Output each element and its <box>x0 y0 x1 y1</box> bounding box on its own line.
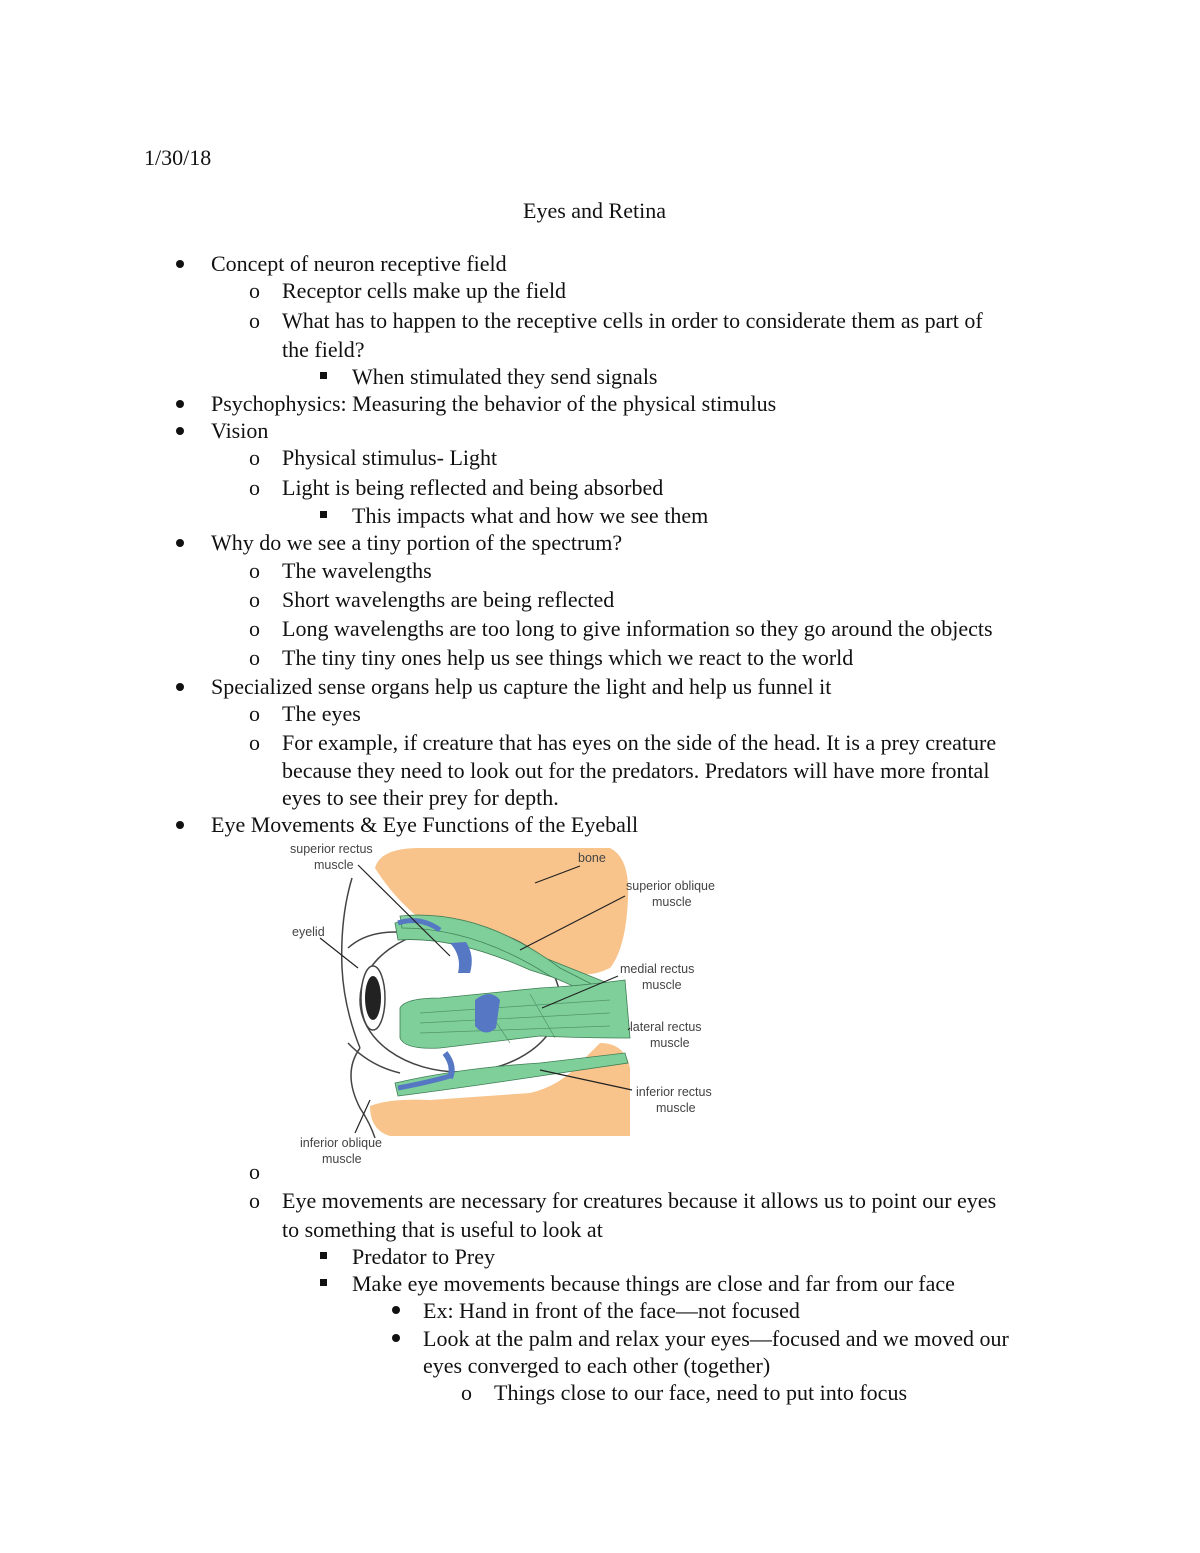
list-item: Light is being reflected and being absorbed <box>282 475 664 500</box>
list-item: Long wavelengths are too long to give information so they go around the objects <box>282 616 993 641</box>
bullet-circle: o <box>249 1159 260 1184</box>
page-title: Eyes and Retina <box>523 198 666 223</box>
list-item-continued: the field? <box>282 337 365 362</box>
list-item: Look at the palm and relax your eyes—focused and we moved our <box>423 1326 1009 1351</box>
bullet-square <box>320 1252 327 1259</box>
list-item: What has to happen to the receptive cells in order to considerate them as part of <box>282 308 983 333</box>
label-lateral-rectus: lateral rectus <box>630 1020 702 1034</box>
list-item: The wavelengths <box>282 558 432 583</box>
label-bone: bone <box>578 851 606 865</box>
bullet-circle: o <box>461 1380 472 1405</box>
bullet-dot <box>176 539 184 547</box>
bullet-circle: o <box>249 701 260 726</box>
bullet-dot <box>392 1306 400 1314</box>
list-item: When stimulated they send signals <box>352 364 658 389</box>
list-item: Psychophysics: Measuring the behavior of the physical stimulus <box>211 391 777 416</box>
label-superior-rectus-muscle: muscle <box>314 858 354 872</box>
list-item-continued: eyes converged to each other (together) <box>423 1353 771 1378</box>
list-item: Why do we see a tiny portion of the spectrum? <box>211 530 623 555</box>
eye-muscles-diagram <box>280 838 740 1168</box>
iris <box>365 976 381 1020</box>
list-item: Eye Movements & Eye Functions of the Eyeball <box>211 812 639 837</box>
bullet-circle: o <box>249 645 260 670</box>
list-item-continued: because they need to look out for the predators. Predators will have more frontal <box>282 758 990 783</box>
list-item: Short wavelengths are being reflected <box>282 587 615 612</box>
bullet-circle: o <box>249 616 260 641</box>
bullet-square <box>320 372 327 379</box>
label-medial-rectus: medial rectus <box>620 962 695 976</box>
label-eyelid: eyelid <box>292 925 325 939</box>
list-item: Specialized sense organs help us capture the light and help us funnel it <box>211 674 832 699</box>
bullet-dot <box>176 260 184 268</box>
label-superior-oblique-muscle: muscle <box>652 895 692 909</box>
bullet-circle: o <box>249 587 260 612</box>
bullet-dot <box>176 427 184 435</box>
list-item: Eye movements are necessary for creatures because it allows us to point our eyes <box>282 1188 997 1213</box>
label-inferior-rectus: inferior rectus <box>636 1085 712 1099</box>
list-item: The tiny tiny ones help us see things which we react to the world <box>282 645 854 670</box>
list-item: Predator to Prey <box>352 1244 495 1269</box>
bullet-circle: o <box>249 1188 260 1213</box>
label-superior-oblique: superior oblique <box>626 879 715 893</box>
label-superior-rectus: superior rectus <box>290 842 373 856</box>
bullet-dot <box>392 1334 400 1342</box>
list-item: Physical stimulus- Light <box>282 445 498 470</box>
label-lateral-rectus-muscle: muscle <box>650 1036 690 1050</box>
list-item: Vision <box>211 418 269 443</box>
bullet-dot <box>176 683 184 691</box>
list-item: Things close to our face, need to put into focus <box>494 1380 908 1405</box>
list-item: This impacts what and how we see them <box>352 503 709 528</box>
bullet-square <box>320 1279 327 1286</box>
bullet-circle: o <box>249 730 260 755</box>
label-medial-rectus-muscle: muscle <box>642 978 682 992</box>
label-inferior-oblique-muscle: muscle <box>322 1152 362 1166</box>
list-item: Concept of neuron receptive field <box>211 251 507 276</box>
bullet-circle: o <box>249 278 260 303</box>
bullet-circle: o <box>249 475 260 500</box>
bullet-dot <box>176 400 184 408</box>
bullet-circle: o <box>249 445 260 470</box>
list-item: Make eye movements because things are close and far from our face <box>352 1271 955 1296</box>
note-date: 1/30/18 <box>144 145 212 170</box>
list-item: Ex: Hand in front of the face—not focused <box>423 1298 800 1323</box>
bullet-circle: o <box>249 308 260 333</box>
list-item-continued: eyes to see their prey for depth. <box>282 785 559 810</box>
bullet-dot <box>176 821 184 829</box>
list-item-continued: to something that is useful to look at <box>282 1217 603 1242</box>
list-item: For example, if creature that has eyes on the side of the head. It is a prey creature <box>282 730 997 755</box>
eye-muscles-illustration <box>280 838 740 1168</box>
label-inferior-rectus-muscle: muscle <box>656 1101 696 1115</box>
list-item: The eyes <box>282 701 361 726</box>
bullet-circle: o <box>249 558 260 583</box>
bullet-square <box>320 511 327 518</box>
list-item: Receptor cells make up the field <box>282 278 567 303</box>
label-inferior-oblique: inferior oblique <box>300 1136 382 1150</box>
